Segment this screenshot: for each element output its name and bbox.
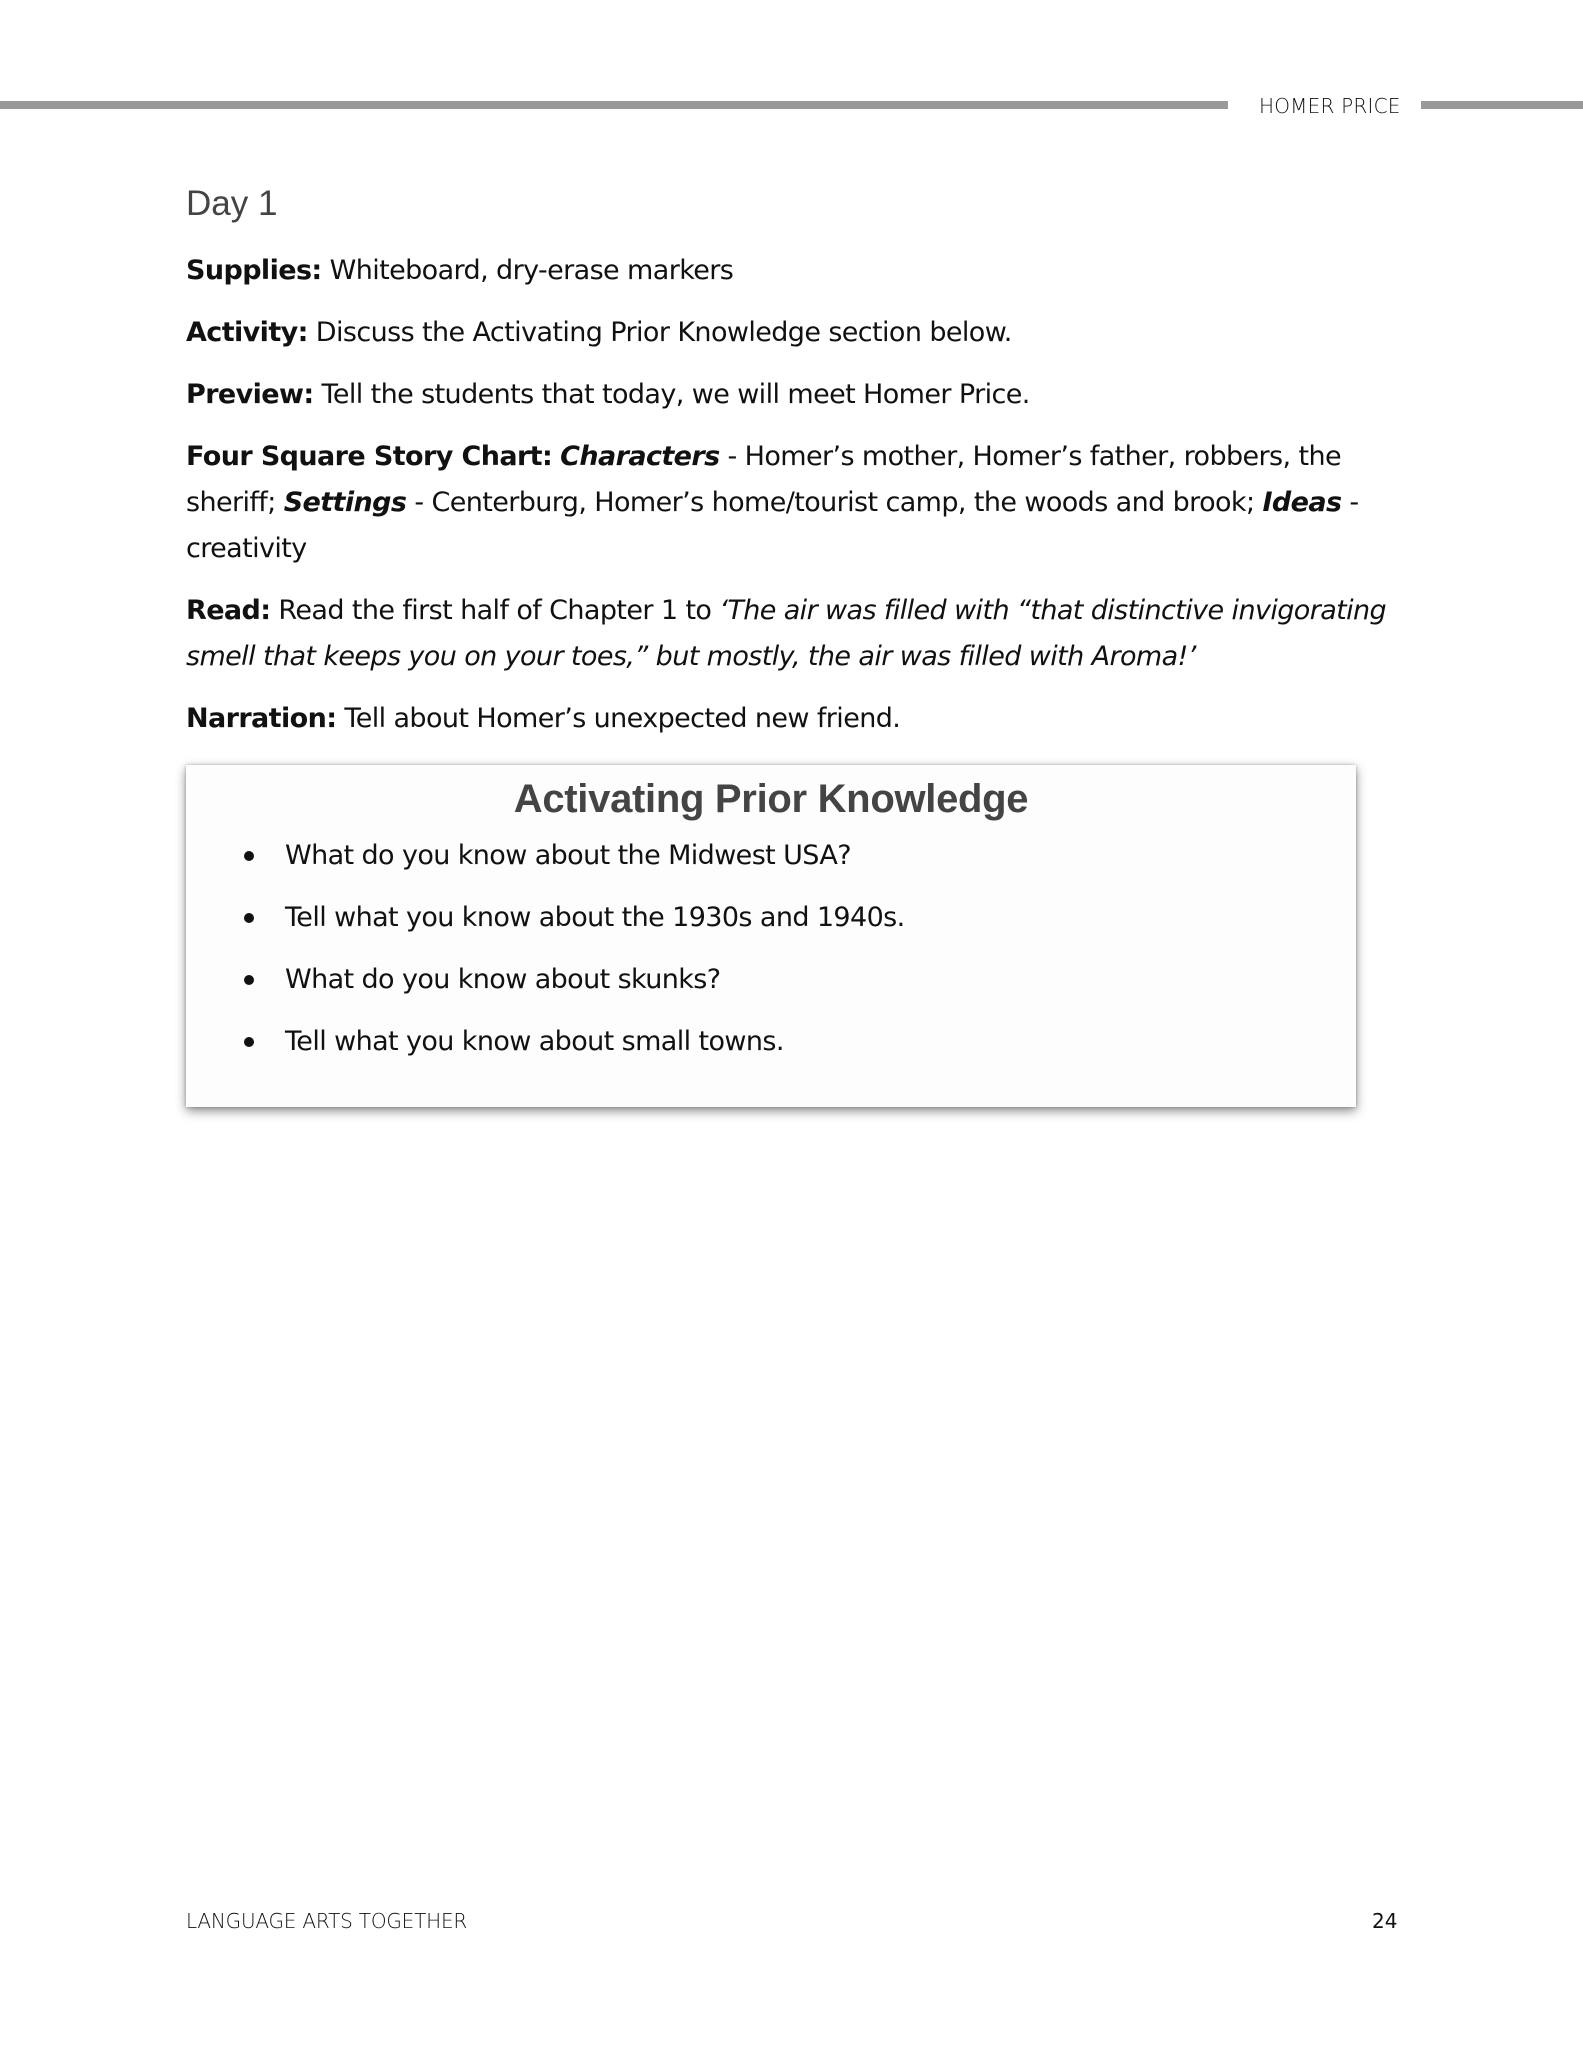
list-item	[186, 960, 1356, 1022]
narration-label: Narration:	[186, 703, 337, 734]
preview-label: Preview:	[186, 379, 314, 410]
supplies-label: Supplies:	[186, 255, 322, 286]
characters-label: Characters	[560, 441, 720, 472]
bullet-icon	[244, 975, 254, 985]
running-header-title: HOMER PRICE	[1259, 94, 1401, 118]
supplies-text: Whiteboard, dry-erase markers	[321, 255, 734, 286]
settings-text: - Centerburg, Homer’s home/tourist camp, the woods and brook;	[406, 487, 1263, 518]
activity-label: Activity:	[186, 317, 308, 348]
supplies-paragraph	[186, 248, 1396, 294]
preview-paragraph	[186, 372, 1396, 418]
four-square-paragraph	[186, 434, 1396, 572]
activity-paragraph	[186, 310, 1396, 356]
preview-text: Tell the students that today, we will meet Homer Price.	[313, 379, 1030, 410]
list-item	[186, 836, 1356, 898]
list-item-text: What do you know about skunks?	[285, 964, 721, 995]
bullet-icon	[244, 851, 254, 861]
footer-page-number: 24	[1372, 1909, 1398, 1933]
list-item	[186, 1022, 1356, 1084]
prior-knowledge-title: Activating Prior Knowledge	[513, 777, 1029, 821]
activity-text: Discuss the Activating Prior Knowledge section below.	[307, 317, 1012, 348]
bullet-icon	[244, 913, 254, 923]
settings-label: Settings	[283, 487, 407, 518]
ideas-label: Ideas	[1262, 487, 1342, 518]
list-item	[186, 898, 1356, 960]
list-item-text: Tell what you know about small towns.	[285, 1026, 784, 1057]
footer-book-title: LANGUAGE ARTS TOGETHER	[186, 1909, 468, 1933]
ideas-text: - creativity	[186, 487, 1359, 564]
list-item-text: Tell what you know about the 1930s and 1940s.	[285, 902, 905, 933]
read-label: Read:	[186, 595, 271, 626]
lesson-content	[186, 248, 1396, 758]
header-rule-right	[1421, 101, 1583, 109]
prior-knowledge-list	[186, 836, 1356, 1084]
bullet-icon	[244, 1037, 254, 1047]
characters-text: - Homer’s mother, Homer’s father, robbers, the sheriff;	[186, 441, 1341, 518]
read-paragraph	[186, 588, 1396, 680]
list-item-text: What do you know about the Midwest USA?	[285, 840, 851, 871]
prior-knowledge-box	[186, 765, 1356, 1107]
narration-text: Tell about Homer’s unexpected new friend.	[336, 703, 901, 734]
day-heading: Day 1	[186, 184, 278, 223]
four-square-label: Four Square Story Chart:	[186, 441, 553, 472]
header-rule-left	[0, 101, 1228, 109]
read-text: Read the first half of Chapter 1 to	[270, 595, 720, 626]
read-quote: ‘The air was filled with “that distinctive invigorating smell that keeps you on your toes,” but mostly, the air was filled with Aroma!’	[186, 595, 1387, 672]
narration-paragraph	[186, 696, 1396, 742]
